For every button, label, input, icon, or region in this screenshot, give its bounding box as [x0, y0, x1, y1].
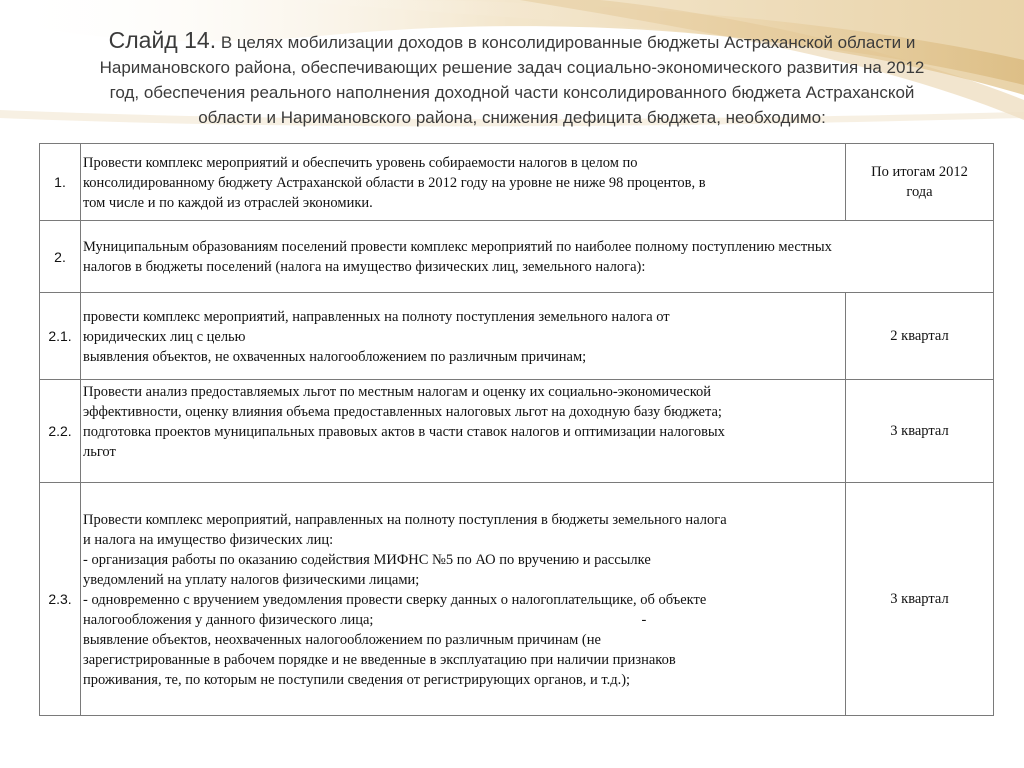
row-number: 1. [40, 144, 81, 221]
row-deadline: 2 квартал [846, 293, 994, 380]
row-number: 2.3. [40, 483, 81, 716]
row-text: провести комплекс мероприятий, направленных на полноту поступления земельного налога от юридических лиц с целью выявления объектов, не охваченных налогообложением по различным причинам; [81, 293, 846, 380]
row-number: 2. [40, 221, 81, 293]
row-number: 2.2. [40, 380, 81, 483]
table-row [40, 221, 994, 293]
slide-title [18, 28, 1006, 130]
slide-number: Слайд 14. [108, 27, 217, 53]
row-text: Провести комплекс мероприятий, направленных на полноту поступления в бюджеты земельного налога и налога на имущество физических лиц: - организация работы по оказанию содействия МИФНС №5 по АО по вручению и рассылке уведомлений на уплату налогов физическими лицами; - одновременно с вручением уведомления провести сверку данных о налогоплательщике, об объекте налогообложения у данного физического лица; - выявление объектов, неохваченных налогообложением по различным причинам (не зарегистрированные в рабочем порядке и не введенные в эксплуатацию при наличии признаков проживания, те, по которым не поступили сведения от регистрирующих органов, и т.д.); [81, 483, 846, 716]
row-text: Муниципальным образованиям поселений провести комплекс мероприятий по наиболее полному поступлению местных налогов в бюджеты поселений (налога на имущество физических лиц, земельного налога): [81, 221, 994, 293]
measures-table [39, 143, 994, 716]
row-text: Провести комплекс мероприятий и обеспечить уровень собираемости налогов в целом по консолидированному бюджету Астраханской области в 2012 году на уровне не ниже 98 процентов, в том числе и по каждой из отраслей экономики. [81, 144, 846, 221]
title-line-3: год, обеспечения реального наполнения доходной части консолидированного бюджета Астраханской [109, 83, 915, 102]
table-row [40, 144, 994, 221]
row-deadline: По итогам 2012 года [846, 144, 994, 221]
row-number: 2.1. [40, 293, 81, 380]
table-row [40, 293, 994, 380]
title-line-4: области и Наримановского района, снижения дефицита бюджета, необходимо: [198, 108, 826, 127]
row-text: Провести анализ предоставляемых льгот по местным налогам и оценку их социально-экономической эффективности, оценку влияния объема предоставленных налоговых льгот на доходную базу бюджета; подготовка проектов муниципальных правовых актов в части ставок налогов и оптимизации налоговых льгот [81, 380, 846, 483]
title-line-1: В целях мобилизации доходов в консолидированные бюджеты Астраханской области и [220, 33, 916, 52]
row-deadline: 3 квартал [846, 483, 994, 716]
title-line-2: Наримановского района, обеспечивающих решение задач социально-экономического развития на 2012 [99, 58, 925, 77]
table-row [40, 483, 994, 716]
table-row [40, 380, 994, 483]
row-deadline: 3 квартал [846, 380, 994, 483]
